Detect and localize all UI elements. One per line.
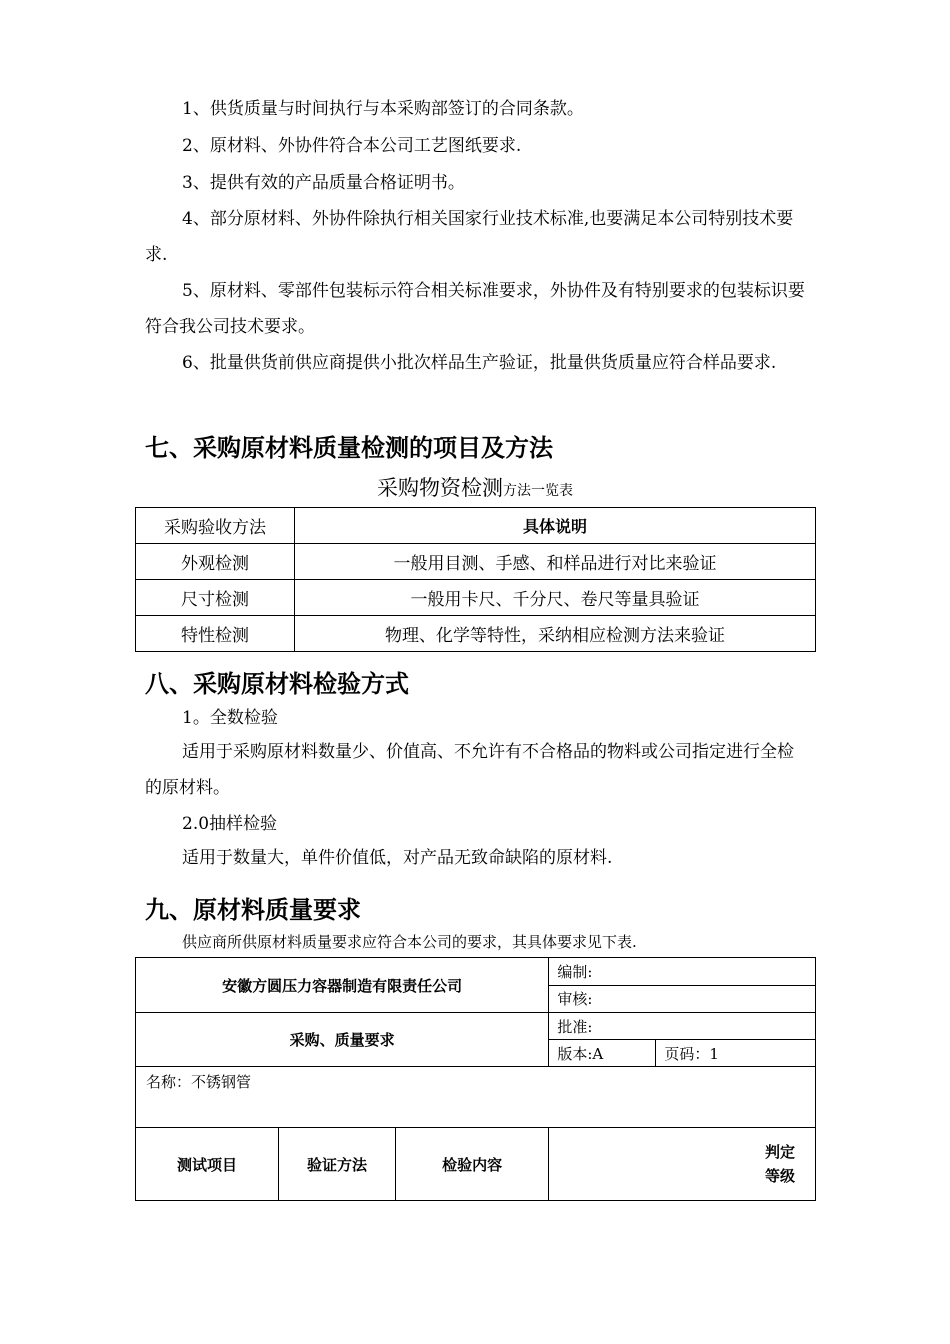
description-cell: 物理、化学等特性，采纳相应检测方法来验证 bbox=[295, 616, 816, 652]
version-field: 版本:A bbox=[549, 1040, 656, 1067]
company-name: 安徽方圆压力容器制造有限责任公司 bbox=[136, 958, 549, 1013]
requirement-2: 2、原材料、外协件符合本公司工艺图纸要求. bbox=[182, 136, 522, 156]
table-caption bbox=[0, 472, 950, 502]
method-cell: 外观检测 bbox=[136, 544, 295, 580]
sampling-inspection-text: 适用于数量大，单件价值低，对产品无致命缺陷的原材料. bbox=[182, 848, 613, 868]
section-9-heading: 九、原材料质量要求 bbox=[145, 896, 361, 924]
requirement-6: 6、批量供货前供应商提供小批次样品生产验证，批量供货质量应符合样品要求. bbox=[182, 353, 777, 373]
requirement-3: 3、提供有效的产品质量合格证明书。 bbox=[182, 173, 465, 193]
method-cell: 尺寸检测 bbox=[136, 580, 295, 616]
material-name: 名称：不锈钢管 bbox=[136, 1067, 816, 1128]
approved-by-field: 批准: bbox=[549, 1013, 816, 1040]
col-grade bbox=[549, 1128, 816, 1201]
full-inspection-text: 适用于采购原材料数量少、价值高、不允许有不合格品的物料或公司指定进行全检的原材料。 bbox=[145, 742, 794, 798]
col-inspection-content: 检验内容 bbox=[396, 1128, 549, 1201]
compiled-by-field: 编制: bbox=[549, 958, 816, 986]
method-cell: 特性检测 bbox=[136, 616, 295, 652]
reviewed-by-field: 审核: bbox=[549, 985, 816, 1013]
requirement-5: 5、原材料、零部件包装标示符合相关标准要求，外协件及有特别要求的包装标识要符合我公司技术要求。 bbox=[145, 281, 805, 337]
section-7-heading: 七、采购原材料质量检测的项目及方法 bbox=[145, 434, 553, 462]
description-cell: 一般用卡尺、千分尺、卷尺等量具验证 bbox=[295, 580, 816, 616]
full-inspection-title: 1。全数检验 bbox=[182, 708, 278, 728]
section-8-heading: 八、采购原材料检验方式 bbox=[145, 670, 409, 698]
table-row bbox=[136, 616, 816, 652]
table-row bbox=[136, 580, 816, 616]
caption-main: 采购物资检测 bbox=[377, 476, 503, 500]
quality-requirements-form bbox=[135, 957, 816, 1201]
description-cell: 一般用目测、手感、和样品进行对比来验证 bbox=[295, 544, 816, 580]
requirement-1: 1、供货质量与时间执行与本采购部签订的合同条款。 bbox=[182, 99, 584, 119]
col-grade-line-1: 判定 bbox=[764, 1143, 795, 1161]
col-test-item: 测试项目 bbox=[136, 1128, 279, 1201]
table-row bbox=[136, 544, 816, 580]
requirement-4: 4、部分原材料、外协件除执行相关国家行业技术标准,也要满足本公司特别技术要求. bbox=[145, 209, 794, 265]
col-verification-method: 验证方法 bbox=[279, 1128, 396, 1201]
form-column-headers bbox=[136, 1128, 816, 1201]
header-method: 采购验收方法 bbox=[136, 508, 295, 544]
inspection-methods-table bbox=[135, 507, 816, 652]
table-header-row bbox=[136, 508, 816, 544]
header-description: 具体说明 bbox=[295, 508, 816, 544]
section-9-intro: 供应商所供原材料质量要求应符合本公司的要求，其具体要求见下表. bbox=[182, 933, 637, 951]
page-number-field: 页码：1 bbox=[656, 1040, 816, 1067]
sampling-inspection-title: 2.0抽样检验 bbox=[182, 814, 278, 834]
form-subtitle: 采购、质量要求 bbox=[136, 1013, 549, 1067]
caption-suffix: 方法一览表 bbox=[503, 483, 573, 499]
col-grade-line-2: 等级 bbox=[764, 1167, 795, 1185]
